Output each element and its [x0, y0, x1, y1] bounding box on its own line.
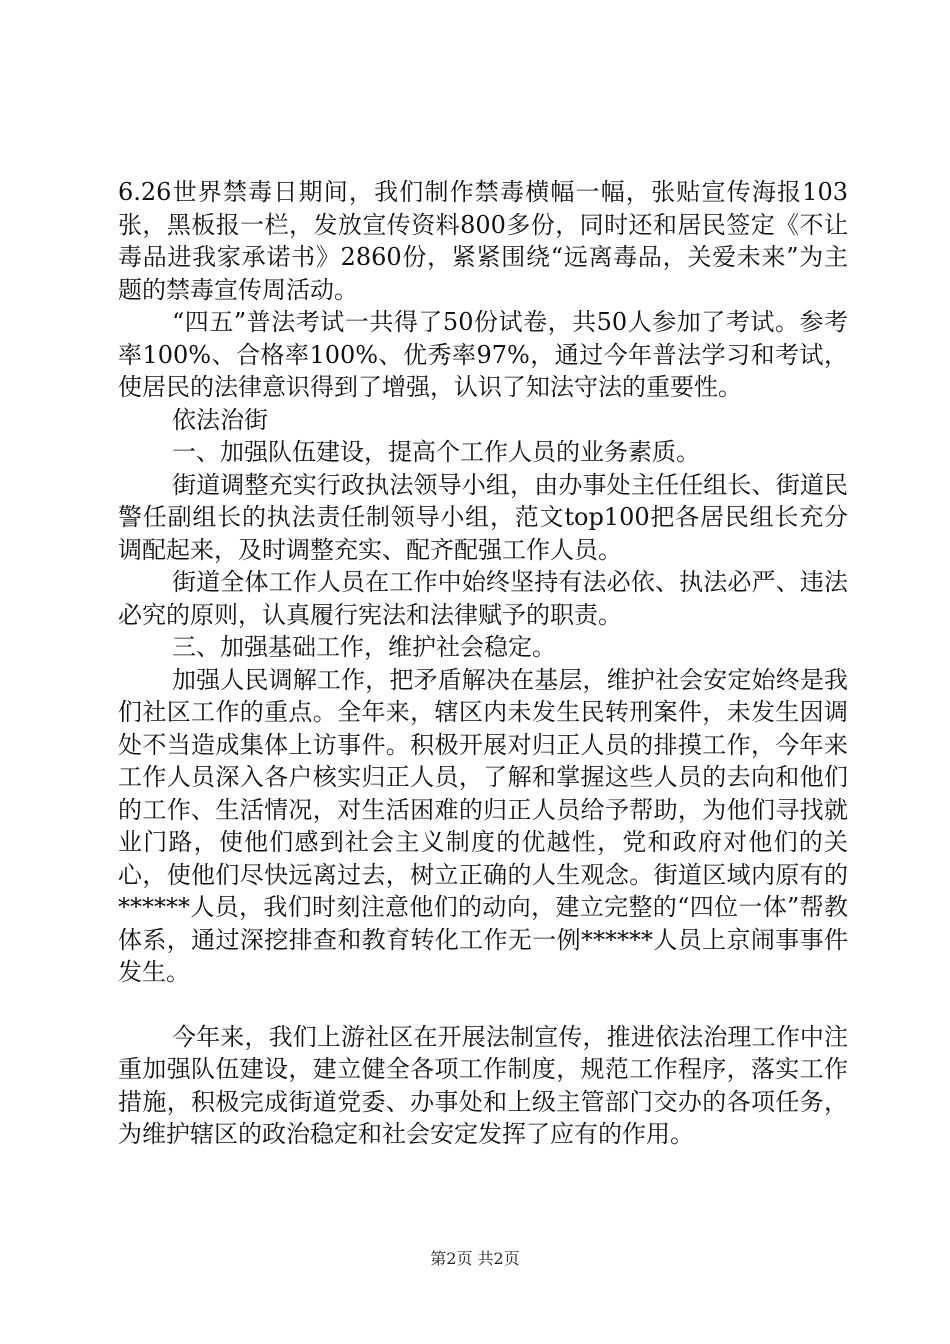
- heading-rule-by-law: 依法治街: [172, 405, 268, 434]
- paragraph-staff-duties: 街道全体工作人员在工作中始终坚持有法必依、执法必严、违法必究的原则，认真履行宪法和法律赋予的职责。: [118, 568, 848, 629]
- paragraph-mediation-work: 加强人民调解工作，把矛盾解决在基层，维护社会安定始终是我们社区工作的重点。全年来，辖区内未发生民转刑案件，未发生因调处不当造成集体上访事件。积极开展对归正人员的排摸工作，今年来工作人员深入各户核实归正人员，了解和掌握这些人员的去向和他们的工作、生活情况，对生活困难的归正人员给予帮助，为他们寻找就业门路，使他们感到社会主义制度的优越性，党和政府对他们的关心，使他们尽快远离过去，树立正确的人生观念。街道区域内原有的******人员，我们时刻注意他们的动向，建立完整的“四位一体”帮教体系，通过深挖排查和教育转化工作无一例******人员上京闹事事件发生。: [118, 665, 848, 986]
- paragraph-leadership-group: 街道调整充实行政执法领导小组，由办事处主任任组长、街道民警任副组长的执法责任制领导小组，范文top100把各居民组长充分调配起来，及时调整充实、配齐配强工作人员。: [118, 470, 848, 564]
- document-body: [118, 176, 848, 1151]
- heading-team-building: 一、加强队伍建设，提高个工作人员的业务素质。: [172, 438, 700, 466]
- paragraph-law-exam: “四五”普法考试一共得了50份试卷，共50人参加了考试。参考率100%、合格率100%、优秀率97%，通过今年普法学习和考试，使居民的法律意识得到了增强，认识了知法守法的重要性。: [118, 308, 848, 401]
- paragraph-antidrug-day: 6.26世界禁毒日期间，我们制作禁毒横幅一幅，张贴宣传海报103张，黑板报一栏，发放宣传资料800多份，同时还和居民签定《不让毒品进我家承诺书》2860份，紧紧围绕“远离毒品，关爱未来”为主题的禁毒宣传周活动。: [118, 178, 848, 304]
- page-number-footer: 第2页 共2页: [430, 1249, 520, 1268]
- paragraph-summary: 今年来，我们上游社区在开展法制宣传，推进依法治理工作中注重加强队伍建设，建立健全各项工作制度，规范工作程序，落实工作措施，积极完成街道党委、办事处和上级主管部门交办的各项任务，为维护辖区的政治稳定和社会安定发挥了应有的作用。: [118, 1022, 848, 1148]
- heading-basic-work: 三、加强基础工作，维护社会稳定。: [172, 633, 556, 661]
